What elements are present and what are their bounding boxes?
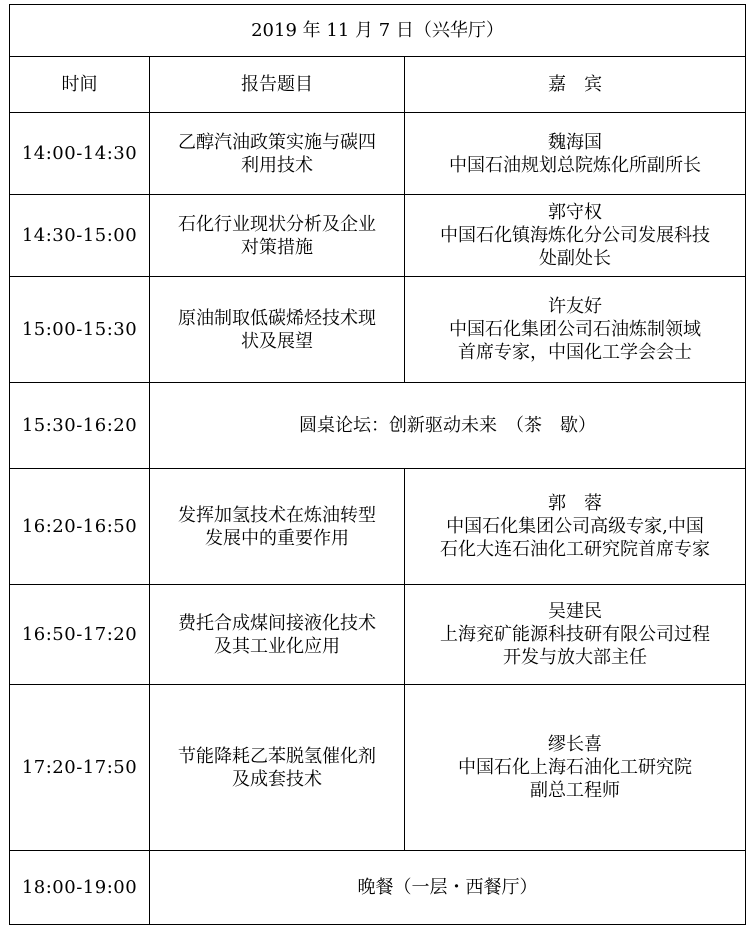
topic-text: 乙醇汽油政策实施与碳四 利用技术 [178,131,376,176]
topic-text: 费托合成煤间接液化技术 及其工业化应用 [178,612,376,657]
topic-text: 原油制取低碳烯烃技术现 状及展望 [178,307,376,352]
session-guest [405,469,746,585]
guest-name: 郭 蓉 [548,493,602,514]
session-time: 16:20-16:50 [10,469,150,585]
session-guest [405,277,746,383]
header-row [10,57,746,113]
guest-name: 许友好 [548,296,602,317]
session-guest [405,685,746,851]
session-topic [150,113,405,195]
guest-title: 上海兖矿能源科技研有限公司过程 开发与放大部主任 [440,624,710,668]
schedule-table [9,4,746,925]
session-time: 16:50-17:20 [10,585,150,685]
topic-text: 发挥加氢技术在炼油转型 发展中的重要作用 [178,504,376,549]
session-time: 15:00-15:30 [10,277,150,383]
session-topic [150,685,405,851]
guest-name: 郭守权 [548,202,602,223]
session-time: 15:30-16:20 [10,383,150,469]
guest-title: 中国石化集团公司石油炼制领域 首席专家，中国化工学会会士 [449,319,701,363]
guest-title: 中国石化集团公司高级专家,中国 石化大连石油化工研究院首席专家 [440,516,710,560]
session-row [10,469,746,585]
guest-name: 缪长喜 [548,734,602,755]
title-row [10,5,746,57]
topic-text: 石化行业现状分析及企业 对策措施 [178,213,376,258]
guest-name: 吴建民 [548,601,602,622]
session-time: 14:00-14:30 [10,113,150,195]
guest-title: 中国石化镇海炼化分公司发展科技 处副处长 [440,225,710,269]
session-span-text: 晚餐（一层・西餐厅） [150,851,746,925]
session-time: 14:30-15:00 [10,195,150,277]
session-row [10,585,746,685]
topic-text: 节能降耗乙苯脱氢催化剂 及成套技术 [178,745,376,790]
schedule-title: 2019 年 11 月 7 日（兴华厅） [10,5,746,57]
guest-name: 魏海国 [548,131,602,153]
session-topic [150,585,405,685]
guest-title: 中国石化上海石油化工研究院 副总工程师 [458,757,692,801]
session-row [10,277,746,383]
session-topic [150,277,405,383]
session-guest [405,113,746,195]
session-row [10,685,746,851]
session-time: 18:00-19:00 [10,851,150,925]
header-time: 时间 [10,57,150,113]
session-row [10,851,746,925]
session-row [10,195,746,277]
session-topic [150,195,405,277]
session-span-text: 圆桌论坛：创新驱动未来 （茶 歇） [150,383,746,469]
header-guest: 嘉 宾 [405,57,746,113]
guest-title: 中国石油规划总院炼化所副所长 [449,154,701,176]
session-guest [405,195,746,277]
session-topic [150,469,405,585]
header-topic: 报告题目 [150,57,405,113]
session-time: 17:20-17:50 [10,685,150,851]
session-guest [405,585,746,685]
session-row [10,113,746,195]
session-row [10,383,746,469]
